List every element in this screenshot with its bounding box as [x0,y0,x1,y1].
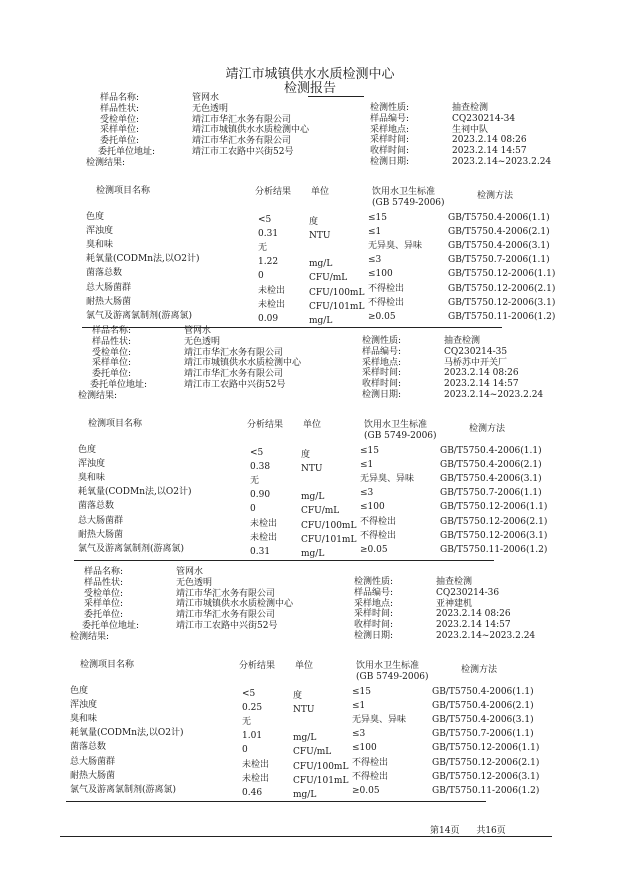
row-value: 0 [250,504,256,515]
col-standard-header: 饮用水卫生标准 [356,661,420,671]
row-method: GB/T5750.12-2006(3.1) [432,771,540,782]
value-property: 无色透明 [192,103,229,114]
label-test-date: 检测日期: [354,631,394,641]
row-value: 0.31 [258,229,279,240]
lab-title: 靖江市城镇供水水质检测中心 [225,67,395,82]
col-standard-header: 饮用水卫生标准 [364,420,428,430]
row-standard: ≥0.05 [352,785,380,796]
row-method: GB/T5750.7-2006(1.1) [432,729,534,740]
col-unit-header: 单位 [295,661,314,671]
label-test-date: 检测日期: [370,157,410,167]
row-item: 耐热大肠菌 [78,529,124,540]
col-method-header: 检测方法 [461,665,498,675]
col-standard-code: (GB 5749-2006) [372,198,445,208]
row-value: 0.38 [250,462,271,473]
col-item-header: 检测项目名称 [96,186,151,196]
row-method: GB/T5750.12-2006(1.1) [440,502,548,513]
row-standard: 无异臭、异味 [352,715,407,726]
label-entrust: 委托单位: [84,610,124,621]
value-test-date: 2023.2.14~2023.2.24 [452,157,552,167]
label-sampler: 采样单位: [84,599,124,610]
label-place: 采样地点: [362,357,402,368]
col-item-header: 检测项目名称 [80,660,135,670]
value-property: 无色透明 [176,577,213,588]
row-unit: CFU/101mL [301,534,357,545]
row-standard: 不得检出 [352,757,389,768]
row-item: 氯气及游离氯制剂(游离氯) [86,310,193,321]
value-entrust-addr: 靖江市工农路中兴街52号 [192,147,294,157]
row-standard: 不得检出 [360,516,397,527]
label-result: 检测结果: [86,157,126,168]
row-value: 未检出 [250,532,278,543]
label-place: 采样地点: [370,124,410,135]
value-sample-time: 2023.2.14 08:26 [436,609,511,620]
label-entrust-addr: 委托单位地址: [82,621,140,631]
block-separator [74,560,494,561]
value-place: 亚神建机 [436,598,473,609]
col-item-header: 检测项目名称 [88,419,143,429]
row-method: GB/T5750.4-2006(2.1) [440,460,542,471]
row-value: 0.09 [258,313,279,324]
label-place: 采样地点: [354,598,394,609]
row-method: GB/T5750.7-2006(1.1) [440,488,542,499]
row-unit: NTU [293,705,315,716]
col-unit-header: 单位 [311,187,330,197]
row-unit: 度 [309,217,319,227]
row-value: 未检出 [250,518,278,529]
label-receive-time: 收样时间: [354,620,394,631]
row-value: 无 [242,717,252,728]
label-sampler: 采样单位: [92,358,132,369]
row-standard: ≤3 [368,255,382,266]
row-value: 未检出 [258,285,286,296]
block-separator [82,327,502,328]
value-client: 靖江市华汇水务有限公司 [176,588,276,599]
row-standard: ≤100 [368,269,393,280]
value-entrust: 靖江市华汇水务有限公司 [184,369,284,380]
value-entrust-addr: 靖江市工农路中兴街52号 [184,380,286,390]
row-value: 1.22 [258,257,279,268]
value-name: 管网水 [192,93,220,103]
col-value-header: 分析结果 [255,187,292,197]
row-item: 氯气及游离氯制剂(游离氯) [78,543,185,554]
label-receive-time: 收样时间: [362,379,402,390]
value-sample-time: 2023.2.14 08:26 [452,135,527,146]
row-method: GB/T5750.4-2006(1.1) [448,213,550,223]
row-standard: ≤100 [360,502,385,513]
label-name: 样品名称: [92,326,132,336]
value-entrust: 靖江市华汇水务有限公司 [176,610,276,621]
value-place: 生祠中队 [452,124,489,135]
row-standard: 不得检出 [368,297,405,308]
value-code: CQ230214-34 [452,113,516,124]
row-method: GB/T5750.4-2006(2.1) [448,227,550,238]
row-unit: CFU/100mL [301,520,357,531]
row-item: 色度 [78,445,97,455]
col-method-header: 检测方法 [469,424,506,434]
row-value: <5 [258,215,272,225]
value-entrust: 靖江市华汇水务有限公司 [192,136,292,147]
row-unit: NTU [309,231,331,242]
page-number: 第14页 [430,826,460,836]
row-unit: mg/L [293,789,317,800]
label-test-date: 检测日期: [362,390,402,400]
label-result: 检测结果: [70,631,110,642]
row-method: GB/T5750.12-2006(3.1) [440,530,548,541]
label-nature: 检测性质: [362,336,402,346]
row-method: GB/T5750.11-2006(1.2) [432,785,540,796]
value-sampler: 靖江市城镇供水水质检测中心 [192,125,310,136]
label-code: 样品编号: [362,346,402,357]
row-value: 无 [258,243,268,254]
row-item: 耗氧量(CODMn法,以O2计) [70,728,184,739]
row-value: 未检出 [258,299,286,310]
label-client: 受检单位: [92,347,132,358]
label-entrust-addr: 委托单位地址: [90,380,148,390]
row-item: 总大肠菌群 [86,282,132,293]
row-item: 色度 [86,212,105,222]
label-receive-time: 收样时间: [370,146,410,157]
row-standard: 无异臭、异味 [368,241,423,252]
row-method: GB/T5750.12-2006(2.1) [440,516,548,527]
row-value: 0 [258,271,264,282]
label-sample-time: 采样时间: [362,368,402,379]
label-name: 样品名称: [84,567,124,577]
row-value: 0.25 [242,703,263,714]
value-client: 靖江市华汇水务有限公司 [184,347,284,358]
value-sampler: 靖江市城镇供水水质检测中心 [184,358,302,369]
row-standard: 不得检出 [368,283,405,294]
value-nature: 抽查检测 [436,577,473,587]
row-unit: mg/L [309,315,333,326]
report-title: 检测报告 [283,81,336,96]
label-sample-time: 采样时间: [370,135,410,146]
row-standard: ≤15 [352,687,371,697]
page-total: 共16页 [476,826,506,836]
label-name: 样品名称: [100,93,140,103]
row-item: 耗氧量(CODMn法,以O2计) [86,254,200,265]
value-name: 管网水 [176,567,204,577]
row-unit: mg/L [301,548,325,559]
label-code: 样品编号: [354,587,394,598]
label-sampler: 采样单位: [100,125,140,136]
row-unit: CFU/mL [293,747,332,758]
row-item: 耗氧量(CODMn法,以O2计) [78,487,192,498]
row-unit: CFU/101mL [293,775,349,786]
row-method: GB/T5750.4-2006(3.1) [440,474,542,485]
page-footer [430,823,520,836]
row-standard: ≥0.05 [368,311,396,322]
row-unit: mg/L [301,492,325,503]
label-property: 样品性状: [92,336,132,347]
row-standard: ≤1 [368,227,382,238]
row-method: GB/T5750.4-2006(3.1) [448,241,550,252]
row-method: GB/T5750.4-2006(2.1) [432,701,534,712]
row-standard: ≤15 [360,446,379,456]
row-method: GB/T5750.4-2006(1.1) [440,446,542,456]
row-method: GB/T5750.12-2006(1.1) [448,269,556,280]
row-value: 0.90 [250,490,271,501]
label-property: 样品性状: [84,577,124,588]
row-unit: NTU [301,464,323,475]
row-item: 氯气及游离氯制剂(游离氯) [70,784,177,795]
row-item: 菌落总数 [86,268,123,279]
row-value: 未检出 [242,759,270,770]
value-nature: 抽查检测 [444,336,481,346]
row-unit: mg/L [293,733,317,744]
label-result: 检测结果: [78,390,118,401]
row-standard: 无异臭、异味 [360,474,415,485]
label-nature: 检测性质: [370,103,410,113]
label-nature: 检测性质: [354,577,394,587]
row-item: 总大肠菌群 [70,756,116,767]
col-value-header: 分析结果 [247,420,284,430]
row-unit: 度 [293,691,303,701]
row-method: GB/T5750.4-2006(3.1) [432,715,534,726]
title-underline [308,96,364,97]
block-separator [66,801,486,802]
col-value-header: 分析结果 [239,661,276,671]
row-method: GB/T5750.4-2006(1.1) [432,687,534,697]
value-receive-time: 2023.2.14 14:57 [436,620,511,631]
row-method: GB/T5750.12-2006(2.1) [448,283,556,294]
label-sample-time: 采样时间: [354,609,394,620]
row-unit: 度 [301,450,311,460]
footer-rule [60,836,552,837]
row-item: 臭和味 [86,240,114,251]
value-property: 无色透明 [184,336,221,347]
row-item: 臭和味 [78,473,106,484]
col-standard-header: 饮用水卫生标准 [372,187,436,197]
row-standard: 不得检出 [352,771,389,782]
row-item: 浑浊度 [86,226,114,237]
row-standard: ≤15 [368,213,387,223]
row-standard: ≥0.05 [360,544,388,555]
row-standard: ≤3 [352,729,366,740]
value-nature: 抽查检测 [452,103,489,113]
label-client: 受检单位: [100,114,140,125]
row-unit: CFU/100mL [309,287,365,298]
row-standard: ≤1 [360,460,374,471]
value-receive-time: 2023.2.14 14:57 [444,379,519,390]
col-standard-code: (GB 5749-2006) [356,672,429,682]
value-test-date: 2023.2.14~2023.2.24 [436,631,536,641]
value-receive-time: 2023.2.14 14:57 [452,146,527,157]
label-entrust: 委托单位: [100,136,140,147]
row-unit: CFU/101mL [309,301,365,312]
col-method-header: 检测方法 [477,191,514,201]
row-value: <5 [242,689,256,699]
label-property: 样品性状: [100,103,140,114]
row-standard: ≤1 [352,701,366,712]
value-place: 马桥苏中开关厂 [444,357,508,368]
value-code: CQ230214-36 [436,587,500,598]
row-value: 0.31 [250,546,271,557]
row-value: <5 [250,448,264,458]
col-unit-header: 单位 [303,420,322,430]
row-item: 耐热大肠菌 [70,770,116,781]
value-code: CQ230214-35 [444,346,508,357]
row-item: 耐热大肠菌 [86,296,132,307]
row-item: 臭和味 [70,714,98,725]
row-standard: ≤100 [352,743,377,754]
row-unit: CFU/mL [309,273,348,284]
label-client: 受检单位: [84,588,124,599]
value-client: 靖江市华汇水务有限公司 [192,114,292,125]
row-standard: 不得检出 [360,530,397,541]
row-item: 色度 [70,686,89,696]
row-value: 0 [242,745,248,756]
value-entrust-addr: 靖江市工农路中兴街52号 [176,621,278,631]
row-method: GB/T5750.11-2006(1.2) [440,544,548,555]
value-sampler: 靖江市城镇供水水质检测中心 [176,599,294,610]
row-value: 未检出 [242,773,270,784]
row-method: GB/T5750.12-2006(1.1) [432,743,540,754]
label-code: 样品编号: [370,113,410,124]
value-sample-time: 2023.2.14 08:26 [444,368,519,379]
label-entrust: 委托单位: [92,369,132,380]
row-item: 菌落总数 [78,501,115,512]
row-method: GB/T5750.11-2006(1.2) [448,311,556,322]
row-value: 1.01 [242,731,263,742]
value-test-date: 2023.2.14~2023.2.24 [444,390,544,400]
value-name: 管网水 [184,326,212,336]
col-standard-code: (GB 5749-2006) [364,431,437,441]
row-unit: CFU/mL [301,506,340,517]
row-unit: CFU/100mL [293,761,349,772]
row-method: GB/T5750.12-2006(2.1) [432,757,540,768]
row-method: GB/T5750.7-2006(1.1) [448,255,550,266]
label-entrust-addr: 委托单位地址: [98,147,156,157]
row-standard: ≤3 [360,488,374,499]
row-unit: mg/L [309,259,333,270]
row-method: GB/T5750.12-2006(3.1) [448,297,556,308]
row-item: 菌落总数 [70,742,107,753]
row-value: 无 [250,476,260,487]
row-value: 0.46 [242,787,263,798]
row-item: 总大肠菌群 [78,515,124,526]
row-item: 浑浊度 [78,459,106,470]
row-item: 浑浊度 [70,700,98,711]
